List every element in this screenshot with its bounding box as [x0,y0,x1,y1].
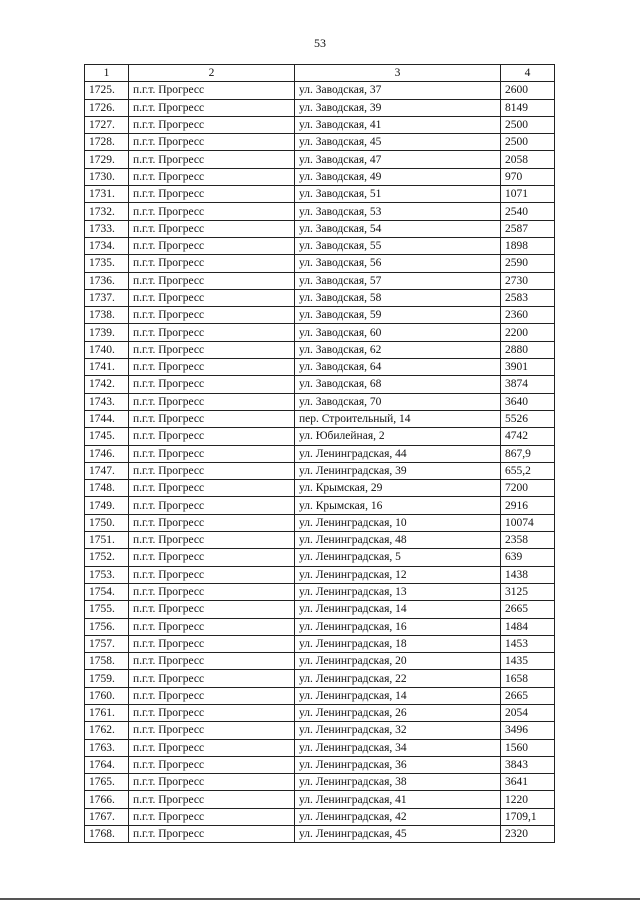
address-cell: ул. Заводская, 59 [295,307,501,324]
row-number-cell: 1733. [85,220,129,237]
value-cell: 3874 [501,376,555,393]
locality-cell: п.г.т. Прогресс [129,480,295,497]
table-row [85,583,555,600]
table-row [85,653,555,670]
table-row [85,307,555,324]
row-number-cell: 1725. [85,82,129,99]
row-number-cell: 1751. [85,532,129,549]
table-row [85,808,555,825]
value-cell: 1484 [501,618,555,635]
table-row [85,376,555,393]
row-number-cell: 1764. [85,756,129,773]
value-cell: 3641 [501,774,555,791]
table-row [85,272,555,289]
locality-cell: п.г.т. Прогресс [129,462,295,479]
table-row [85,549,555,566]
row-number-cell: 1758. [85,653,129,670]
value-cell: 2665 [501,687,555,704]
locality-cell: п.г.т. Прогресс [129,445,295,462]
table-row [85,289,555,306]
table-row [85,341,555,358]
row-number-cell: 1732. [85,203,129,220]
row-number-cell: 1754. [85,583,129,600]
address-cell: ул. Заводская, 47 [295,151,501,168]
address-cell: ул. Заводская, 51 [295,186,501,203]
table-row [85,324,555,341]
row-number-cell: 1731. [85,186,129,203]
value-cell: 1898 [501,237,555,254]
row-number-cell: 1726. [85,99,129,116]
address-cell: ул. Ленинградская, 20 [295,653,501,670]
address-cell: ул. Крымская, 16 [295,497,501,514]
page-bottom-edge [0,898,640,900]
locality-cell: п.г.т. Прогресс [129,687,295,704]
registry-table [84,64,555,843]
locality-cell: п.г.т. Прогресс [129,341,295,358]
page-number: 53 [314,36,326,50]
locality-cell: п.г.т. Прогресс [129,739,295,756]
address-cell: ул. Заводская, 62 [295,341,501,358]
address-cell: ул. Заводская, 64 [295,359,501,376]
value-cell: 867,9 [501,445,555,462]
row-number-cell: 1739. [85,324,129,341]
table-row [85,566,555,583]
value-cell: 1658 [501,670,555,687]
locality-cell: п.г.т. Прогресс [129,289,295,306]
row-number-cell: 1763. [85,739,129,756]
row-number-cell: 1737. [85,289,129,306]
table-row [85,480,555,497]
address-cell: ул. Ленинградская, 16 [295,618,501,635]
value-cell: 2880 [501,341,555,358]
row-number-cell: 1761. [85,704,129,721]
address-cell: ул. Заводская, 53 [295,203,501,220]
row-number-cell: 1741. [85,359,129,376]
table-row [85,220,555,237]
locality-cell: п.г.т. Прогресс [129,808,295,825]
row-number-cell: 1727. [85,116,129,133]
column-header-number: 1 [85,65,129,82]
value-cell: 3125 [501,583,555,600]
locality-cell: п.г.т. Прогресс [129,532,295,549]
table-row [85,774,555,791]
address-cell: ул. Заводская, 49 [295,168,501,185]
address-cell: ул. Заводская, 41 [295,116,501,133]
address-cell: ул. Ленинградская, 14 [295,687,501,704]
locality-cell: п.г.т. Прогресс [129,186,295,203]
row-number-cell: 1745. [85,428,129,445]
locality-cell: п.г.т. Прогресс [129,324,295,341]
address-cell: ул. Ленинградская, 44 [295,445,501,462]
locality-cell: п.г.т. Прогресс [129,272,295,289]
value-cell: 2320 [501,826,555,843]
table-row [85,99,555,116]
locality-cell: п.г.т. Прогресс [129,497,295,514]
address-cell: ул. Ленинградская, 5 [295,549,501,566]
table-row [85,687,555,704]
locality-cell: п.г.т. Прогресс [129,116,295,133]
row-number-cell: 1756. [85,618,129,635]
value-cell: 3843 [501,756,555,773]
row-number-cell: 1759. [85,670,129,687]
address-cell: ул. Ленинградская, 32 [295,722,501,739]
address-cell: ул. Ленинградская, 14 [295,601,501,618]
locality-cell: п.г.т. Прогресс [129,99,295,116]
table-row [85,393,555,410]
value-cell: 1438 [501,566,555,583]
value-cell: 3640 [501,393,555,410]
row-number-cell: 1749. [85,497,129,514]
value-cell: 4742 [501,428,555,445]
row-number-cell: 1742. [85,376,129,393]
value-cell: 2360 [501,307,555,324]
row-number-cell: 1740. [85,341,129,358]
value-cell: 3496 [501,722,555,739]
address-cell: ул. Заводская, 55 [295,237,501,254]
table-row [85,134,555,151]
address-cell: ул. Заводская, 39 [295,99,501,116]
row-number-cell: 1748. [85,480,129,497]
row-number-cell: 1762. [85,722,129,739]
table-row [85,410,555,427]
table-body [85,82,555,843]
locality-cell: п.г.т. Прогресс [129,601,295,618]
address-cell: пер. Строительный, 14 [295,410,501,427]
address-cell: ул. Заводская, 57 [295,272,501,289]
address-cell: ул. Заводская, 60 [295,324,501,341]
locality-cell: п.г.т. Прогресс [129,393,295,410]
row-number-cell: 1766. [85,791,129,808]
table-row [85,151,555,168]
locality-cell: п.г.т. Прогресс [129,618,295,635]
table-row [85,670,555,687]
table-row [85,635,555,652]
locality-cell: п.г.т. Прогресс [129,826,295,843]
table-header [85,65,555,82]
header-row [85,65,555,82]
locality-cell: п.г.т. Прогресс [129,635,295,652]
value-cell: 1560 [501,739,555,756]
locality-cell: п.г.т. Прогресс [129,791,295,808]
value-cell: 2730 [501,272,555,289]
table-row [85,82,555,99]
address-cell: ул. Ленинградская, 36 [295,756,501,773]
row-number-cell: 1728. [85,134,129,151]
value-cell: 5526 [501,410,555,427]
value-cell: 8149 [501,99,555,116]
table-row [85,497,555,514]
address-cell: ул. Ленинградская, 13 [295,583,501,600]
address-cell: ул. Ленинградская, 48 [295,532,501,549]
value-cell: 2500 [501,116,555,133]
row-number-cell: 1755. [85,601,129,618]
table-row [85,756,555,773]
address-cell: ул. Ленинградская, 12 [295,566,501,583]
table-row [85,237,555,254]
row-number-cell: 1752. [85,549,129,566]
address-cell: ул. Ленинградская, 39 [295,462,501,479]
row-number-cell: 1744. [85,410,129,427]
address-cell: ул. Ленинградская, 10 [295,514,501,531]
value-cell: 2200 [501,324,555,341]
value-cell: 2540 [501,203,555,220]
table-row [85,618,555,635]
value-cell: 655,2 [501,462,555,479]
locality-cell: п.г.т. Прогресс [129,722,295,739]
value-cell: 1435 [501,653,555,670]
table-row [85,532,555,549]
address-cell: ул. Заводская, 70 [295,393,501,410]
value-cell: 1220 [501,791,555,808]
value-cell: 2590 [501,255,555,272]
row-number-cell: 1729. [85,151,129,168]
value-cell: 639 [501,549,555,566]
locality-cell: п.г.т. Прогресс [129,307,295,324]
address-cell: ул. Заводская, 45 [295,134,501,151]
locality-cell: п.г.т. Прогресс [129,203,295,220]
locality-cell: п.г.т. Прогресс [129,82,295,99]
column-header-locality: 2 [129,65,295,82]
table-row [85,704,555,721]
locality-cell: п.г.т. Прогресс [129,549,295,566]
locality-cell: п.г.т. Прогресс [129,670,295,687]
row-number-cell: 1767. [85,808,129,825]
locality-cell: п.г.т. Прогресс [129,756,295,773]
locality-cell: п.г.т. Прогресс [129,566,295,583]
locality-cell: п.г.т. Прогресс [129,774,295,791]
value-cell: 3901 [501,359,555,376]
address-cell: ул. Заводская, 56 [295,255,501,272]
column-header-value: 4 [501,65,555,82]
table-row [85,116,555,133]
row-number-cell: 1753. [85,566,129,583]
row-number-cell: 1750. [85,514,129,531]
table-row [85,739,555,756]
locality-cell: п.г.т. Прогресс [129,653,295,670]
locality-cell: п.г.т. Прогресс [129,134,295,151]
table-row [85,168,555,185]
value-cell: 2916 [501,497,555,514]
value-cell: 2058 [501,151,555,168]
value-cell: 1071 [501,186,555,203]
row-number-cell: 1746. [85,445,129,462]
table-row [85,462,555,479]
value-cell: 970 [501,168,555,185]
table-row [85,203,555,220]
value-cell: 2358 [501,532,555,549]
value-cell: 2600 [501,82,555,99]
value-cell: 2583 [501,289,555,306]
row-number-cell: 1738. [85,307,129,324]
locality-cell: п.г.т. Прогресс [129,514,295,531]
locality-cell: п.г.т. Прогресс [129,704,295,721]
value-cell: 1453 [501,635,555,652]
table-row [85,255,555,272]
value-cell: 10074 [501,514,555,531]
locality-cell: п.г.т. Прогресс [129,255,295,272]
table-row [85,722,555,739]
row-number-cell: 1757. [85,635,129,652]
locality-cell: п.г.т. Прогресс [129,168,295,185]
value-cell: 2500 [501,134,555,151]
row-number-cell: 1768. [85,826,129,843]
row-number-cell: 1734. [85,237,129,254]
table-row [85,445,555,462]
table-row [85,601,555,618]
address-cell: ул. Ленинградская, 26 [295,704,501,721]
value-cell: 7200 [501,480,555,497]
address-cell: ул. Ленинградская, 22 [295,670,501,687]
row-number-cell: 1743. [85,393,129,410]
row-number-cell: 1730. [85,168,129,185]
table-row [85,791,555,808]
locality-cell: п.г.т. Прогресс [129,151,295,168]
table-row [85,359,555,376]
address-cell: ул. Заводская, 58 [295,289,501,306]
address-cell: ул. Ленинградская, 38 [295,774,501,791]
address-cell: ул. Ленинградская, 41 [295,791,501,808]
address-cell: ул. Ленинградская, 34 [295,739,501,756]
locality-cell: п.г.т. Прогресс [129,410,295,427]
address-cell: ул. Ленинградская, 18 [295,635,501,652]
table-row [85,186,555,203]
locality-cell: п.г.т. Прогресс [129,220,295,237]
row-number-cell: 1735. [85,255,129,272]
address-cell: ул. Ленинградская, 45 [295,826,501,843]
value-cell: 1709,1 [501,808,555,825]
row-number-cell: 1765. [85,774,129,791]
table-row [85,826,555,843]
address-cell: ул. Ленинградская, 42 [295,808,501,825]
table-row [85,514,555,531]
locality-cell: п.г.т. Прогресс [129,583,295,600]
locality-cell: п.г.т. Прогресс [129,237,295,254]
row-number-cell: 1760. [85,687,129,704]
value-cell: 2665 [501,601,555,618]
row-number-cell: 1747. [85,462,129,479]
table-row [85,428,555,445]
address-cell: ул. Крымская, 29 [295,480,501,497]
locality-cell: п.г.т. Прогресс [129,376,295,393]
address-cell: ул. Заводская, 37 [295,82,501,99]
value-cell: 2054 [501,704,555,721]
address-cell: ул. Заводская, 54 [295,220,501,237]
locality-cell: п.г.т. Прогресс [129,428,295,445]
address-cell: ул. Юбилейная, 2 [295,428,501,445]
address-cell: ул. Заводская, 68 [295,376,501,393]
row-number-cell: 1736. [85,272,129,289]
column-header-address: 3 [295,65,501,82]
value-cell: 2587 [501,220,555,237]
locality-cell: п.г.т. Прогресс [129,359,295,376]
